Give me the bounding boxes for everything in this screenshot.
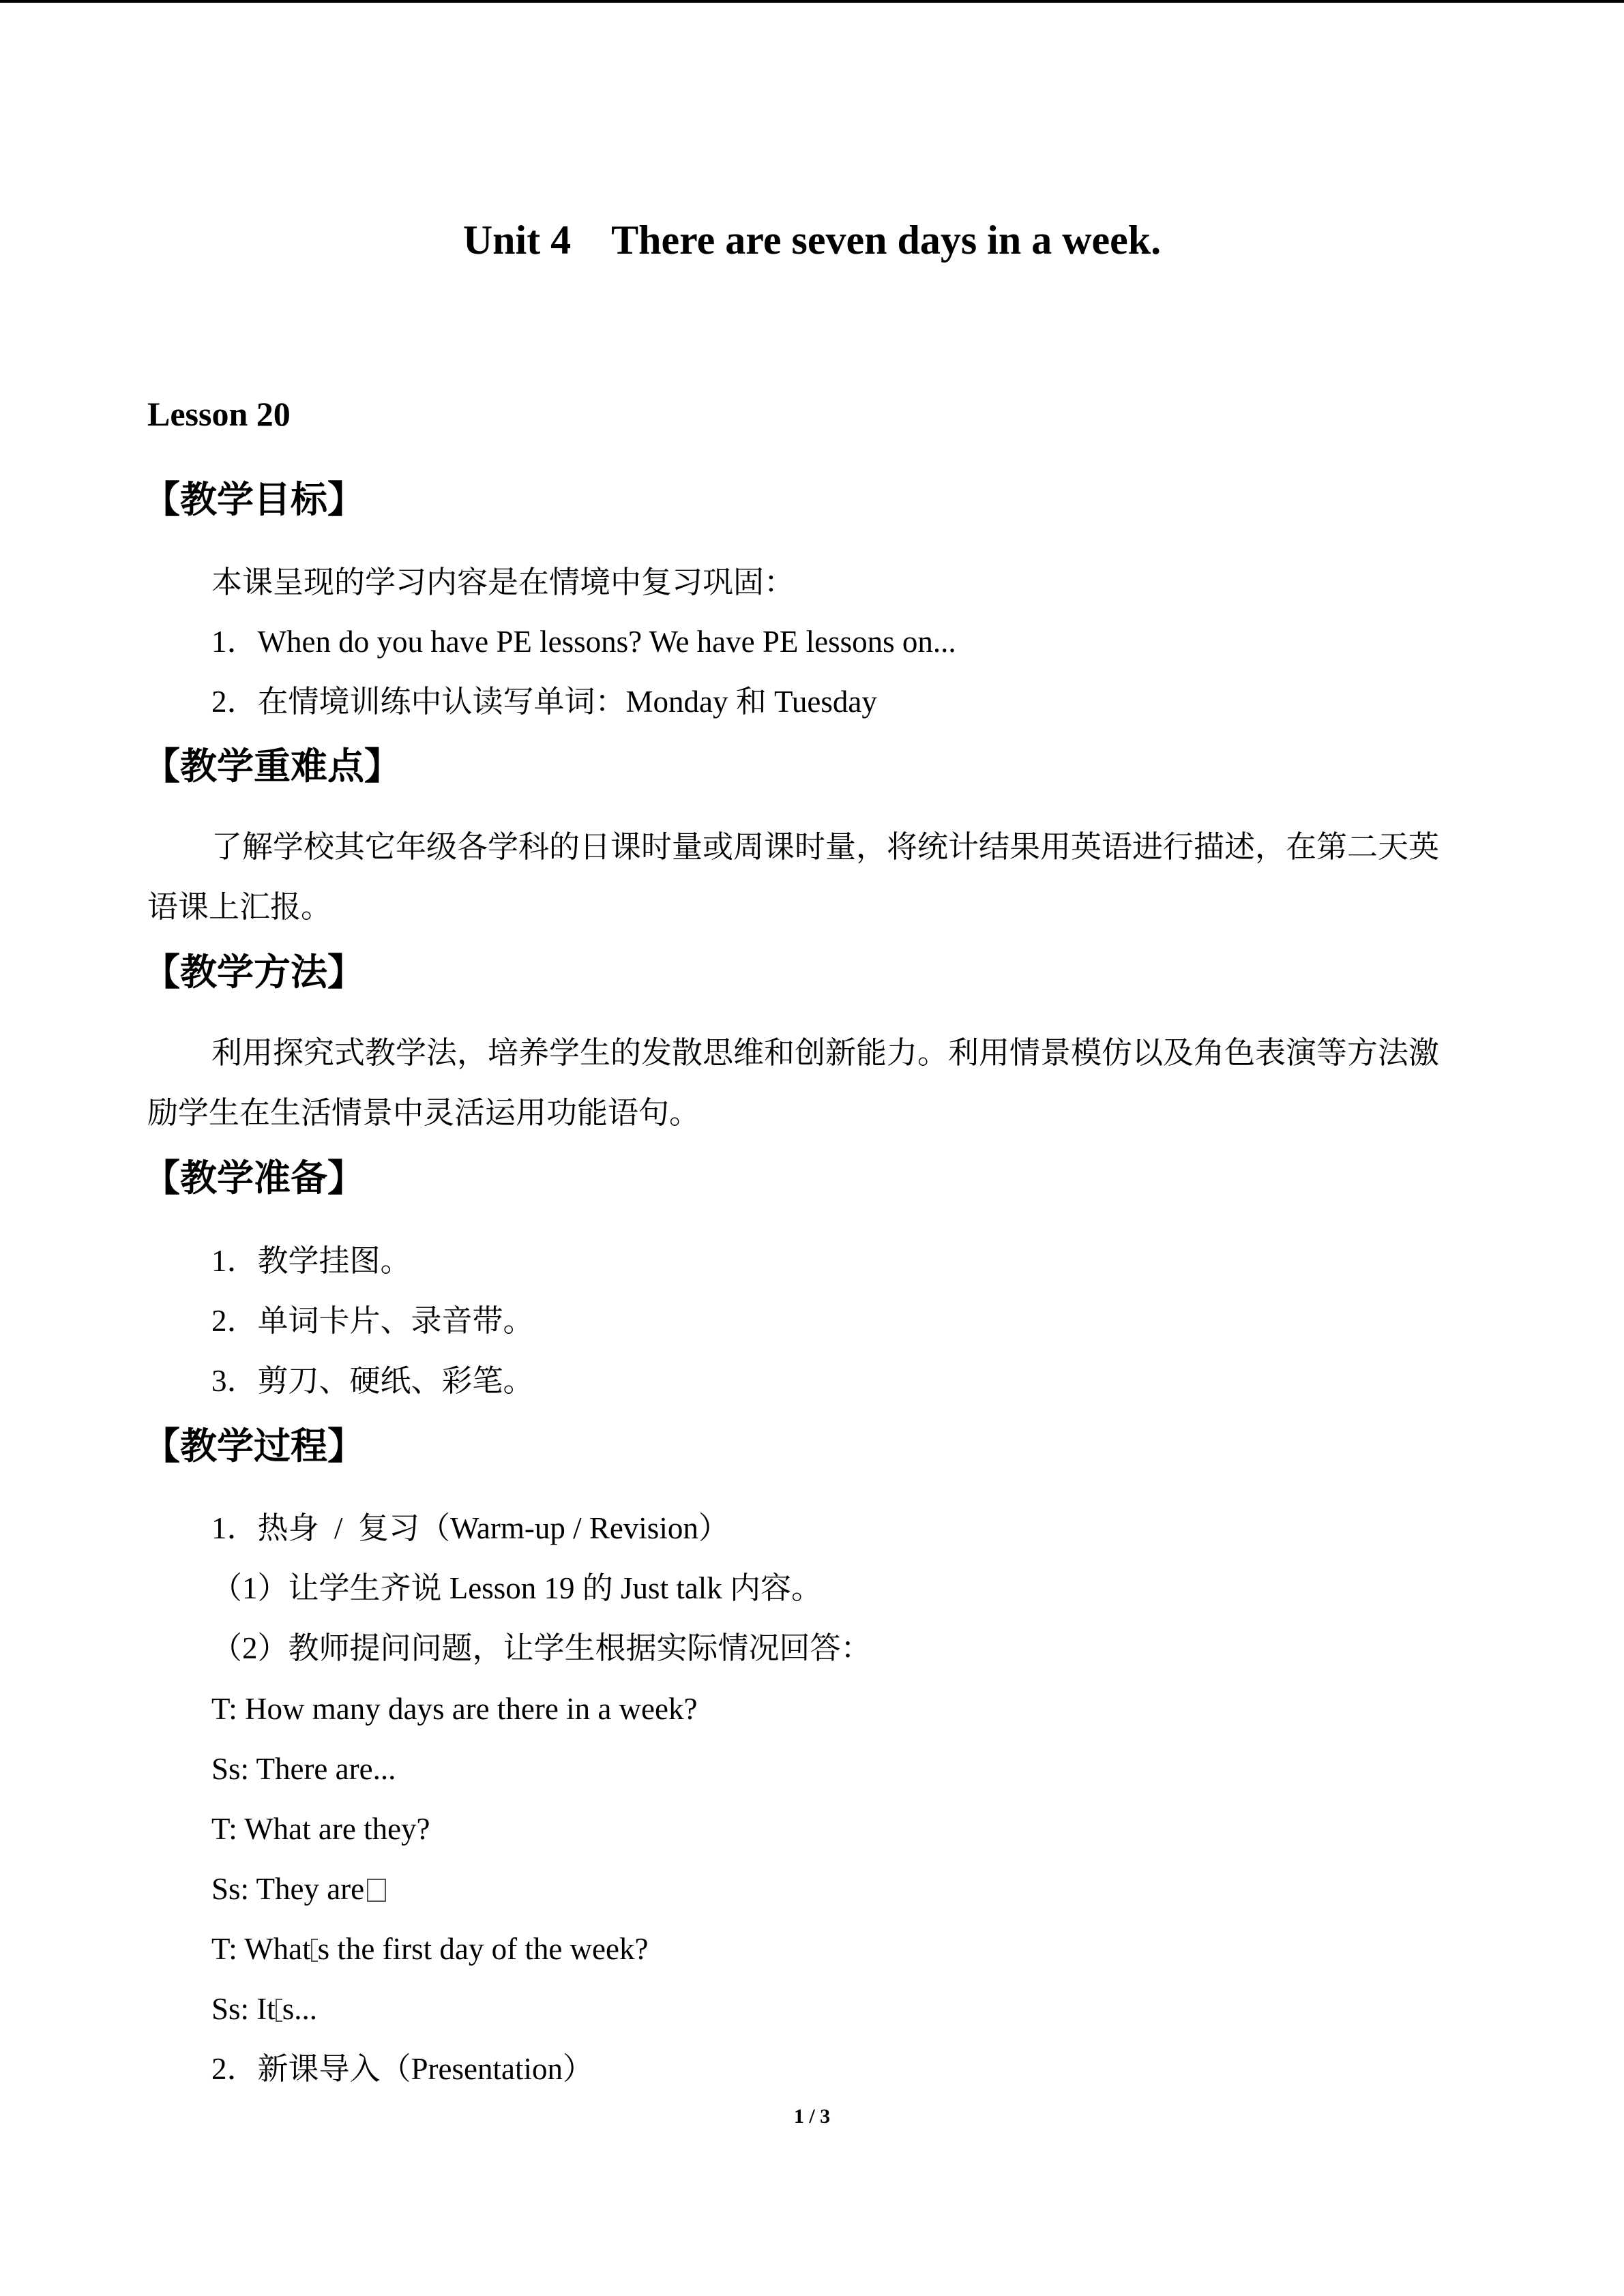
process-step-1: 1．热身 / 复习（Warm-up / Revision） <box>211 1511 729 1545</box>
dialogue-line-6-part-a: Ss: It <box>211 1992 276 2026</box>
dialogue-line-6 <box>211 1988 317 2030</box>
objectives-item-2: 2．在情境训练中认读写单词：Monday 和 Tuesday <box>211 685 877 719</box>
dialogue-line-3: T: What are they? <box>211 1812 430 1846</box>
missing-glyph-icon <box>367 1879 386 1902</box>
objectives-item-1: 1．When do you have PE lessons? We have PE lessons on... <box>211 625 956 659</box>
dialogue-line-1: T: How many days are there in a week? <box>211 1692 698 1726</box>
dialogue-line-5-part-b: s the first day of the week? <box>317 1932 649 1966</box>
objectives-intro: 本课呈现的学习内容是在情境中复习巩固： <box>211 565 795 599</box>
lesson-label: Lesson 20 <box>147 395 291 433</box>
methods-heading: 【教学方法】 <box>143 951 364 994</box>
process-heading: 【教学过程】 <box>143 1425 364 1467</box>
missing-glyph-icon <box>311 1939 318 1962</box>
page-number: 1 / 3 <box>793 2105 831 2128</box>
process-sub-2: （2）教师提问问题，让学生根据实际情况回答： <box>211 1631 872 1665</box>
process-sub-1: （1）让学生齐说 Lesson 19 的 Just talk 内容。 <box>211 1571 822 1605</box>
key-points-text: 了解学校其它年级各学科的日课时量或周课时量，将统计结果用英语进行描述，在第二天英语课上汇报。 <box>147 830 1440 924</box>
missing-glyph-icon <box>276 1999 282 2022</box>
preparation-item-3: 3．剪刀、硬纸、彩笔。 <box>211 1364 534 1398</box>
dialogue-line-2: Ss: There are... <box>211 1752 396 1786</box>
document-title: Unit 4 There are seven days in a week. <box>462 218 1162 263</box>
key-points-heading: 【教学重难点】 <box>143 745 401 788</box>
dialogue-line-4 <box>211 1868 386 1910</box>
preparation-item-2: 2．单词卡片、录音带。 <box>211 1304 534 1338</box>
dialogue-line-5 <box>211 1928 648 1970</box>
preparation-item-1: 1．教学挂图。 <box>211 1244 411 1278</box>
methods-text: 利用探究式教学法，培养学生的发散思维和创新能力。利用情景模仿以及角色表演等方法激励学生在生活情景中灵活运用功能语句。 <box>147 1036 1440 1130</box>
objectives-heading: 【教学目标】 <box>143 478 364 521</box>
dialogue-line-5-part-a: T: What <box>211 1932 311 1966</box>
process-step-2: 2．新课导入（Presentation） <box>211 2052 593 2086</box>
dialogue-line-6-part-b: s... <box>282 1992 318 2026</box>
top-border <box>0 0 1624 3</box>
preparation-heading: 【教学准备】 <box>143 1157 364 1199</box>
dialogue-line-4-text: Ss: They are <box>211 1872 365 1906</box>
